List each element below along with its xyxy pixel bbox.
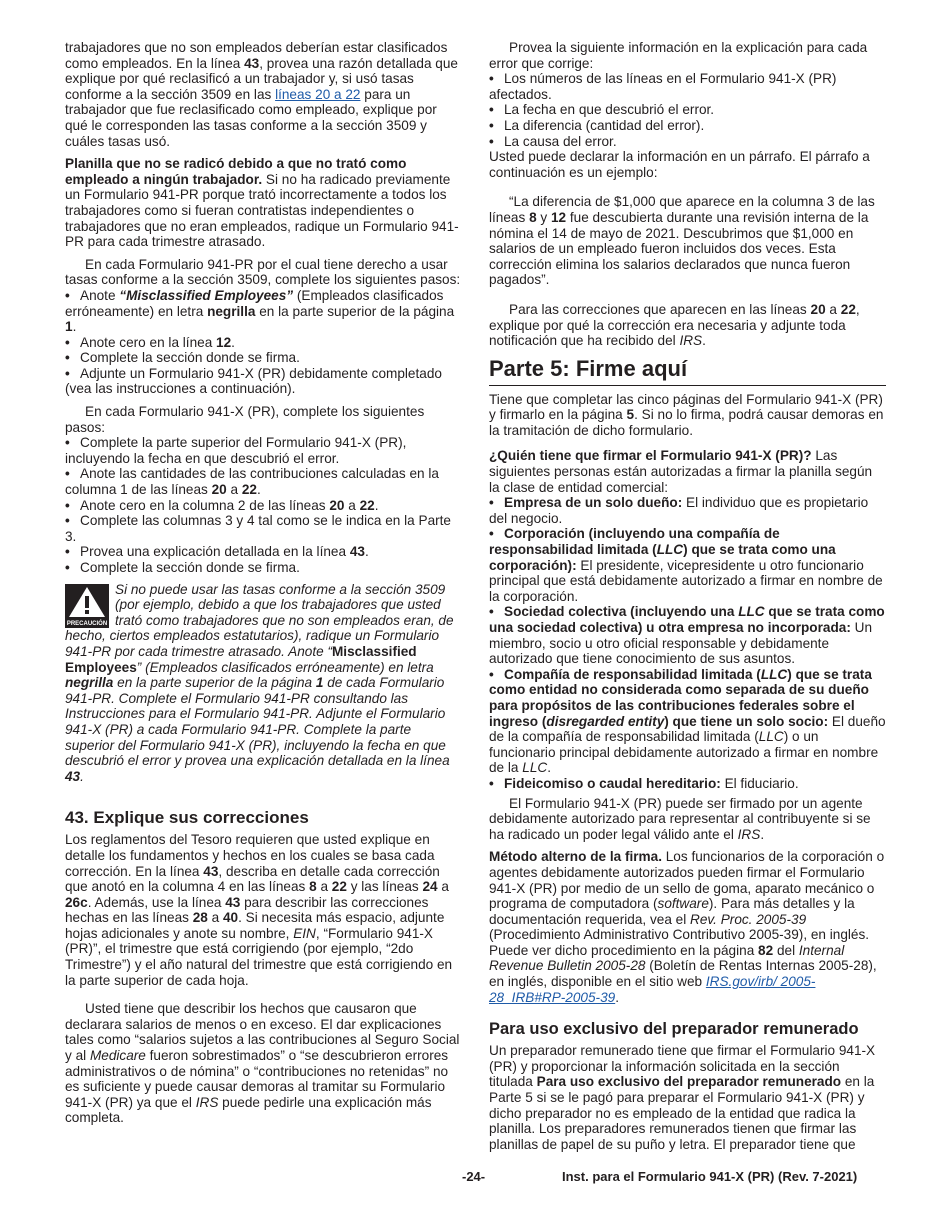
paragraph-agent-sign: El Formulario 941-X (PR) puede ser firmado por un agente debidamente autorizado para representar al contribuyente si se ha radicado un poder legal válido ante el IRS. [489,795,871,842]
page-number: -24- [462,1169,486,1184]
paragraph-941pr-steps: En cada Formulario 941-PR por el cual tiene derecho a usar tasas conforme a la sección 3509, complete los siguientes pasos: [65,256,461,288]
paragraph-alternative-signature: Método alterno de la firma. Los funcionarios de la corporación o agentes debidamente autorizados pueden firmar el Formulario 941-X (PR) por medio de un sello de goma, aparato mecánico o programa de computadora (software). Para más detalles y la documentación requerida, vea el Rev. Proc. 2005-39 (Procedimiento Administrativo Contributivo 2005-39), en inglés. Puede ver dicho procedimiento en la página 82 del Internal Revenue Bulletin 2005-28 (Boletín de Rentas Internas 2005-28), en inglés, disponible en el sitio web IRS.gov/irb/ 2005-28_IRB#RP-2005-39. [489,849,885,1005]
list-item: • Sociedad colectiva (incluyendo una LLC que se trata como una sociedad colectiva) u otra empresa no incorporada: Un miembro, socio u otro oficial responsable y debidamente autorizado que tiene conocimiento de sus asuntos. [489,604,886,666]
paragraph-provide-info: Provea la siguiente información en la explicación para cada error que corrige: [489,40,868,71]
list-item: • Compañía de responsabilidad limitada (LLC) que se trata como entidad no considerada como separada de su dueño para propósitos de las contribuciones federales sobre el ingreso (disregarded entity) que tiene un solo socio: El dueño de la compañía de responsabilidad limitada (LLC) o un funcionario principal debidamente autorizado a firmar en nombre de la LLC. [489,667,886,776]
list-item: • Anote las cantidades de las contribuciones calculadas en la columna 1 de las líneas 20 a 22. [65,466,463,497]
list-item: • Anote cero en la línea 12. [65,335,463,351]
paragraph-lines-20-22: Para las correcciones que aparecen en las líneas 20 a 22, explique por qué la corrección era necesaria y adjunte toda notificación que ha recibido del IRS. [489,301,860,349]
paragraph-941x-steps: En cada Formulario 941-X (PR), complete los siguientes pasos: [65,404,425,435]
list-item: • La fecha en que descubrió el error. [489,102,886,118]
list-item: • Anote cero en la columna 2 de las líneas 20 a 22. [65,498,463,514]
list-item: • Anote “Misclassified Employees” (Empleados clasificados erróneamente) en letra negrilla en la parte superior de la página 1. [65,288,463,335]
section-heading-paid-preparer: Para uso exclusivo del preparador remunerado [489,1020,859,1039]
paragraph-treasury-regulations: Los reglamentos del Tesoro requieren que usted explique en detalle los fundamentos y hechos en los cuales se basa cada corrección. En la línea 43, describa en detalle cada corrección que anotó en la columna 4 en las líneas 8 a 22 y las líneas 24 a 26c. Además, use la línea 43 para describir las correcciones hechas en las líneas 28 a 40. Si necesita más espacio, adjunte hojas adicionales y anote su nombre, EIN, “Formulario 941-X (PR)”, el trimestre que está corrigiendo (por ejemplo, “2do Trimestre”) y el año natural del trimestre que está corrigiendo en la parte superior de cada hoja. [65,832,453,988]
list-item: • Corporación (incluyendo una compañía de responsabilidad limitada (LLC) que se trata como una corporación): El presidente, vicepresidente u otro funcionario principal que está debidamente autorizado a firmar en nombre de la corporación. [489,526,886,604]
list-item: • Empresa de un solo dueño: El individuo que es propietario del negocio. [489,495,886,526]
irs-bulletin-link[interactable]: IRS.gov/irb/ 2005-28_IRB#RP-2005-39 [489,974,816,1005]
list-item: • Complete la sección donde se firma. [65,350,463,366]
right-column [489,40,886,1159]
list-item: • Adjunte un Formulario 941-X (PR) debidamente completado (vea las instrucciones a continuación). [65,366,463,397]
list-item: • Fideicomiso o caudal hereditario: El fiduciario. [489,776,886,792]
list-item: • Complete las columnas 3 y 4 tal como se le indica en la Parte 3. [65,513,463,544]
section-heading-43: 43. Explique sus correcciones [65,808,309,828]
section-heading-part-5: Parte 5: Firme aquí [489,356,886,386]
list-item: • Provea una explicación detallada en la línea 43. [65,544,463,560]
list-item: • Complete la parte superior del Formulario 941-X (PR), incluyendo la fecha en que descubrió el error. [65,435,463,466]
list-item: • La diferencia (cantidad del error). [489,118,886,134]
paragraph-who-signs: ¿Quién tiene que firmar el Formulario 941-X (PR)? Las siguientes personas están autorizadas a firmar la planilla según la clase de entidad comercial: [489,448,873,495]
left-column [65,40,463,1133]
lines-20-22-link[interactable]: líneas 20 a 22 [275,86,361,102]
paragraph-complete-pages: Tiene que completar las cinco páginas del Formulario 941-X (PR) y firmarlo en la página 5. Si no lo firma, podrá causar demoras en la tramitación de dicho formulario. [489,391,884,438]
example-quote: “La diferencia de $1,000 que aparece en la columna 3 de las líneas 8 y 12 fue descubierta durante una revisión interna de la nómina el 14 de mayo de 2021. Descubrimos que $1,000 en salarios de un empleado fueron incluidos dos veces. Esta corrección elimina los salarios declarados que nunca fueron pagados”. [489,194,875,288]
list-item: • Complete la sección donde se firma. [65,560,463,576]
paragraph-paid-preparer: Un preparador remunerado tiene que firmar el Formulario 941-X (PR) y proporcionar la información solicitada en la sección titulada Para uso exclusivo del preparador remunerado en la Parte 5 si se le pagó para preparar el Formulario 941-X (PR) y dicho preparador no es empleado de la entidad que radica la planilla. Los preparadores remunerados tienen que firmar las planillas de papel de su puño y letra. El preparador tiene que [489,1043,876,1152]
caution-label: PRECAUCIÓN [66,620,108,627]
caution-note: PRECAUCIÓN Si no puede usar las tasas conforme a la sección 3509 (por ejemplo, debido a que los trabajadores que usted trató como trabajadores que no son empleados eran, de hecho, ciertos empleados estatutarios), radique un Formulario 941-PR por cada trimestre atrasado. Anote “Misclassified Employees” (Empleados clasificados erróneamente) en letra negrilla en la parte superior de la página 1 de cada Formulario 941-PR. Complete el Formulario 941-PR consultando las Instrucciones para el Formulario 941-PR. Adjunte el Formulario 941-X (PR) a cada Formulario 941-PR. Complete la parte superior del Formulario 941-X (PR), incluyendo la fecha en que descubrió el error y provea una explicación detallada en la línea 43. [65,581,454,784]
paragraph-reclassified-workers: trabajadores que no son empleados deberían estar clasificados como empleados. En la línea 43, provea una razón detallada que explique por qué reclasificó a un trabajador y, si usó tasas conforme a la sección 3509 en las líneas 20 a 22 para un trabajador que fue reclasificado como empleado, explique por qué le corresponden las tasas conforme a la sección 3509 y cuáles tasas usó. [65,40,458,149]
paragraph-return-not-filed: Planilla que no se radicó debido a que no trató como empleado a ningún trabajador. Si no ha radicado previamente un Formulario 941-PR porque trató incorrectamente a todos los trabajadores como si fueran contratistas independientes o trabajadores que no eran empleados, radique un Formulario 941-PR para cada trimestre atrasado. [65,156,459,250]
list-item: • La causa del error. [489,134,886,150]
paragraph-example-intro: Usted puede declarar la información en un párrafo. El párrafo a continuación es un ejemplo: [489,149,870,180]
caution-icon [65,584,109,628]
footer-title: Inst. para el Formulario 941-X (PR) (Rev. 7-2021) [562,1169,858,1184]
paragraph-describe-facts: Usted tiene que describir los hechos que causaron que declarara salarios de menos o en exceso. El dar explicaciones tales como “salarios sujetos a las contribuciones al Seguro Social y al Medicare fueron sobrestimados” o “se descubrieron errores administrativos o de nómina” o “contribuciones no retenidas” no es suficiente y puede causar demoras al tramitar su Formulario 941-X (PR) ya que el IRS puede pedirle una explicación más completa. [65,1001,460,1126]
list-item: • Los números de las líneas en el Formulario 941-X (PR) afectados. [489,71,886,102]
